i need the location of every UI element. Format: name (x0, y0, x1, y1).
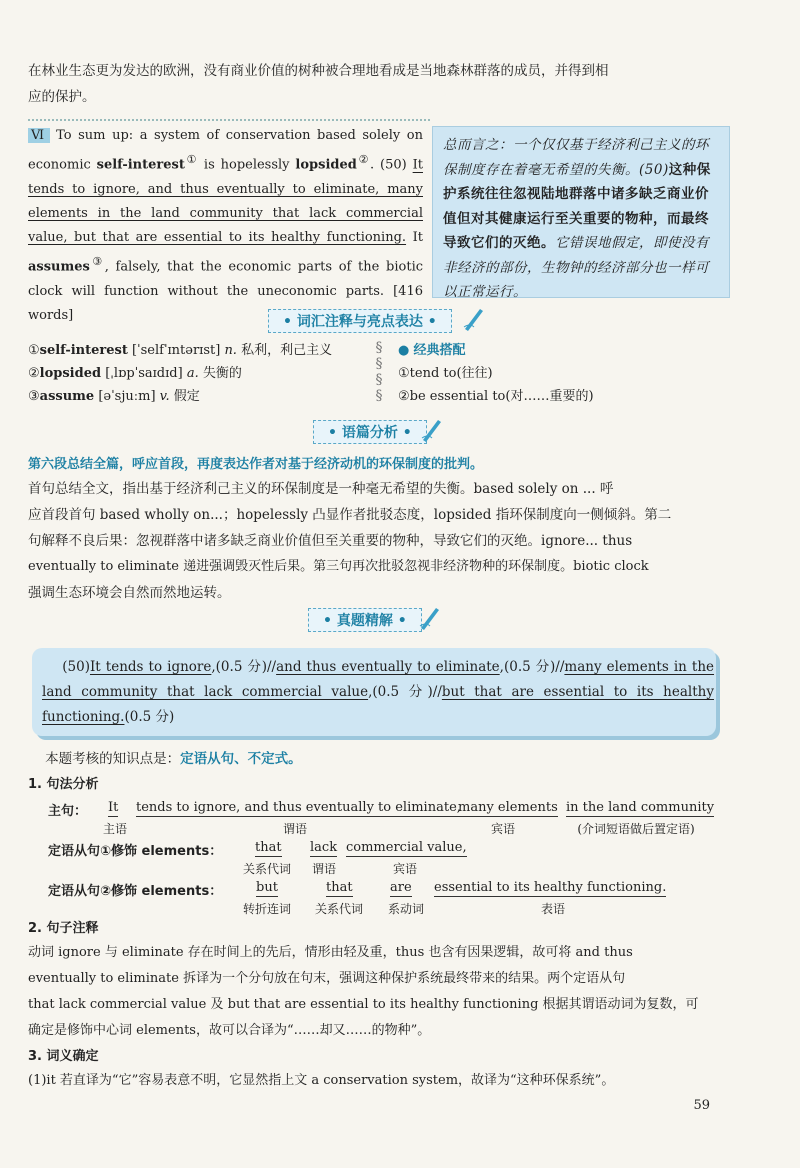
divider (28, 119, 430, 121)
bullet-icon: ● (398, 343, 410, 358)
main-subject: It (108, 800, 119, 815)
vocab-pos: n. (224, 343, 237, 358)
ann-predicate: 谓语 (311, 862, 336, 876)
underlined-sentence-50: It tends to ignore, and thus eventually to eliminate, many elements in the land community that lack commercial value, but that are essential to its healthy functioning. (28, 157, 423, 246)
answer-seg-a: It tends to ignore (89, 659, 212, 675)
keyword-lopsided: lopsided (295, 157, 357, 173)
points-intro (28, 746, 738, 772)
keyword-assumes: assumes (28, 259, 90, 275)
rc1-label: 定语从句①修饰 elements： (48, 844, 223, 859)
points-highlight: 定语从句、不定式。 (180, 751, 302, 767)
note-line-2: eventually to eliminate 拆译为一个分句放在句末，强调这种保护系统最终带来的结果。两个定语从句 (28, 971, 626, 986)
ann-subject: 主语 (102, 822, 127, 836)
vocab-word: lopsided (39, 366, 102, 381)
s6-text-4: It (406, 230, 423, 246)
pen-icon (462, 305, 484, 331)
analysis-line-2: 应首段首句 based wholly on...；hopelessly 凸显作者批驳态度，lopsided 指环保制度向一侧倾斜。第二 (28, 507, 672, 523)
ann-linkverb: 系动词 (387, 902, 424, 916)
s6-text-5: , falsely, that the economic parts of the biotic clock will function without the uneconomic parts. [416 words] (28, 259, 424, 324)
vocab-phonetic: [əˈsjuːm] (94, 389, 160, 404)
translation-1: 总而言之：一个仅仅基于经济利己主义的环保制度存在着毫无希望的失衡。(50) (443, 137, 709, 178)
answer-score: ,(0.5 分)// (368, 684, 442, 700)
ann-relpron: 关系代词 (314, 902, 363, 916)
rc2-label: 定语从句②修饰 elements： (48, 884, 223, 899)
analysis-header: • 语篇分析 • (313, 420, 427, 444)
vocab-num: ③ (28, 389, 40, 404)
vocab-def: 假定 (169, 389, 200, 404)
section-marker: Ⅵ (28, 128, 50, 143)
s6-text-1: To sum up: a system of conservation based solely on economic (28, 128, 423, 173)
rc2-conj: but (256, 880, 278, 895)
analysis-line-3: 句解释不良后果：忽视群落中诸多缺乏商业价值但至关重要的物种，导致它们的灭绝。ignore... thus (28, 533, 633, 549)
vocab-phonetic: [ˌlɒpˈsaɪdɪd] (101, 366, 187, 381)
exam-header: • 真题精解 • (308, 608, 422, 632)
vocab-num: ② (28, 366, 40, 381)
heading-word-meaning: 3. 词义确定 (28, 1049, 99, 1064)
vocab-item-1 (28, 340, 332, 362)
keyword-self-interest: self-interest (96, 157, 185, 173)
s6-text-3: . (50) (370, 157, 413, 173)
collocation-2: ②be essential to(对……重要的) (398, 389, 594, 404)
translation-box (432, 126, 730, 298)
vocab-word: self-interest (39, 343, 128, 358)
rc1-predicate: lack (310, 840, 338, 855)
intro-line-2: 应的保护。 (28, 89, 96, 105)
heading-syntax: 1. 句法分析 (28, 777, 99, 792)
translation-2: 这种保护系统往往忽视陆地群落中诸多缺乏商业价值但对其健康运行至关重要的物种，而最终导致它们的灭绝。 (443, 161, 711, 251)
answer-score: (0.5 分) (124, 709, 175, 725)
footnote-1: ① (184, 153, 199, 167)
heading-notes: 2. 句子注释 (28, 921, 99, 936)
rc2-relpron: that (326, 880, 353, 895)
vocab-pos: v. (159, 389, 170, 404)
main-predicate: tends to ignore, and thus eventually to eliminate, (136, 800, 461, 815)
answer-seg-c: many elements in the land community that lack commercial value (42, 659, 715, 700)
answer-text (42, 655, 714, 730)
collocation-title (398, 340, 466, 362)
vocab-num: ① (28, 343, 40, 358)
note-line-4: 确定是修饰中心词 elements，故可以合译为“……却又……的物种”。 (28, 1023, 431, 1038)
vocab-phonetic: [ˈselfˈɪntərɪst] (127, 343, 225, 358)
footnote-2: ② (356, 153, 371, 167)
rc1-object: commercial value, (346, 840, 467, 855)
ann-object: 宾语 (490, 822, 515, 836)
collocation-1: ①tend to(往往) (398, 366, 493, 381)
ann-prep-phrase: (介词短语做后置定语) (577, 822, 695, 836)
vocab-item-3 (28, 386, 200, 408)
footnote-3: ③ (89, 255, 105, 269)
answer-score: ,(0.5 分)// (499, 659, 565, 675)
points-intro-text: 本题考核的知识点是： (45, 751, 181, 767)
translation-3: 它错误地假定，即使没有非经济的部份，生物钟的经济部分也一样可以正常运行。 (443, 235, 709, 300)
vocab-header: • 词汇注释与亮点表达 • (268, 309, 452, 333)
ann-predicative: 表语 (540, 902, 565, 916)
analysis-line-5: 强调生态环境会自然而然地运转。 (28, 585, 231, 601)
main-prep-phrase: in the land community (566, 800, 715, 815)
ann-object: 宾语 (392, 862, 417, 876)
ann-conj: 转折连词 (242, 902, 291, 916)
analysis-heading: 第六段总结全篇，呼应首段，再度表达作者对基于经济动机的环保制度的批判。 (28, 457, 484, 472)
vocab-item-2 (28, 363, 242, 385)
analysis-line-1: 首句总结全文，指出基于经济利己主义的环保制度是一种毫无希望的失衡。based solely on ... 呼 (28, 481, 614, 497)
answer-num: (50) (62, 659, 90, 675)
ann-predicate: 谓语 (282, 822, 307, 836)
ann-relpron: 关系代词 (242, 862, 291, 876)
vocab-def: 失衡的 (198, 366, 242, 381)
answer-seg-b: and thus eventually to eliminate (276, 659, 500, 675)
vocab-word: assume (39, 389, 95, 404)
divider-squiggle: § § § § (375, 340, 383, 404)
note-line-1: 动词 ignore 与 eliminate 存在时间上的先后，情形由轻及重，thus 也含有因果逻辑，故可将 and thus (28, 945, 633, 960)
page-number: 59 (693, 1098, 710, 1113)
analysis-line-4: eventually to eliminate 递进强调毁灭性后果。第三句再次批驳忽视非经济物种的环保制度。biotic clock (28, 559, 649, 574)
main-object: many elements (458, 800, 558, 815)
collocation-title-text: 经典搭配 (413, 343, 466, 358)
note-line-3: that lack commercial value 及 but that are essential to its healthy functioning 根据其谓语动词为复数，可 (28, 997, 699, 1012)
rc2-predicative: essential to its healthy functioning. (434, 880, 667, 895)
pen-icon (420, 416, 442, 442)
s6-text-2: is hopelessly (198, 157, 296, 173)
answer-score: ,(0.5 分)// (211, 659, 277, 675)
main-clause-label: 主句： (48, 804, 88, 819)
pen-icon (418, 604, 440, 630)
section-6-paragraph (28, 124, 423, 328)
rc1-relpron: that (255, 840, 282, 855)
vocab-pos: a. (186, 366, 199, 381)
answer-seg-d: but that are essential to its healthy functioning. (42, 684, 714, 725)
vocab-def: 私利，利己主义 (236, 343, 333, 358)
intro-line-1: 在林业生态更为发达的欧洲，没有商业价值的树种被合理地看成是当地森林群落的成员，并得到相 (28, 63, 609, 79)
word-meaning-1: (1)it 若直译为“它”容易表意不明，它显然指上文 a conservation system，故译为“这种环保系统”。 (28, 1073, 615, 1088)
rc2-linkverb: are (390, 880, 412, 895)
